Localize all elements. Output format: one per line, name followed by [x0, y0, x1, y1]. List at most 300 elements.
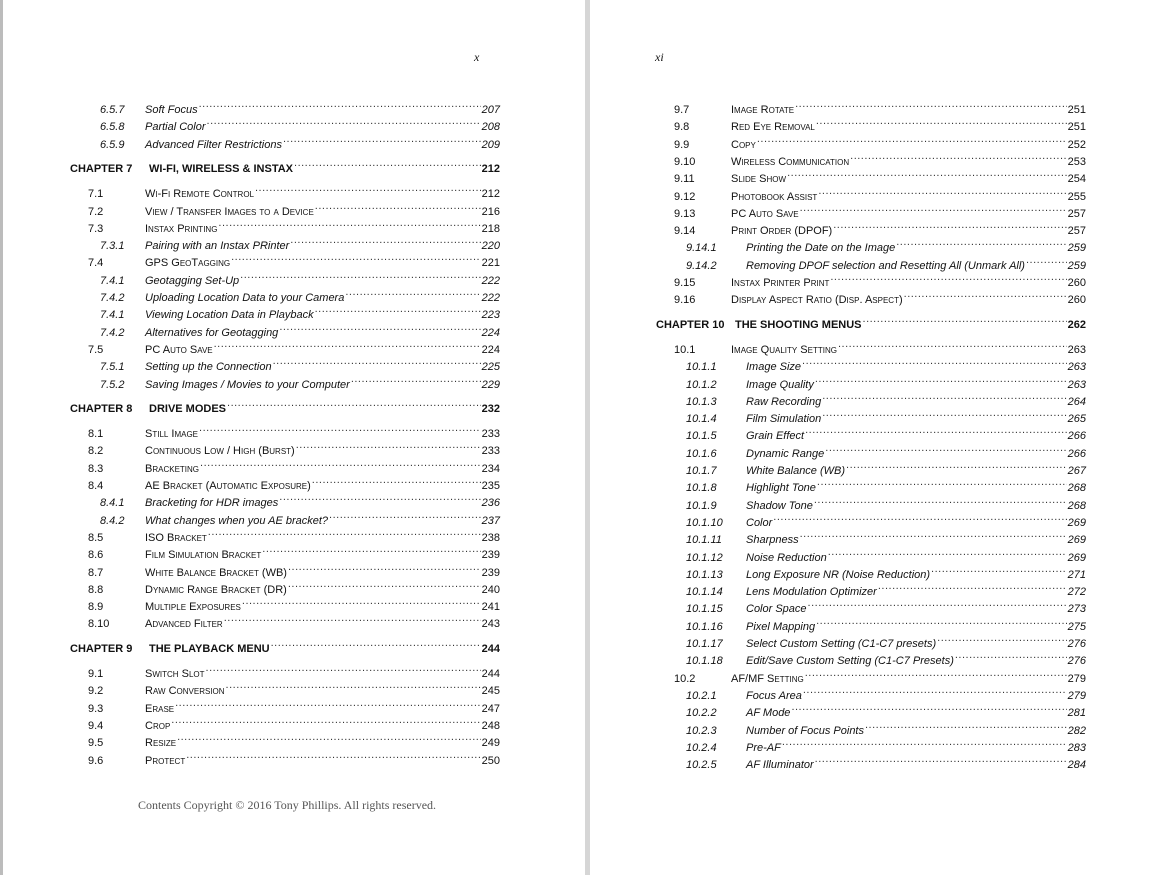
- toc-entry-number: 7.3: [88, 222, 104, 235]
- toc-entry-title: Lens Modulation Optimizer: [746, 586, 877, 599]
- page-number: xi: [655, 50, 664, 64]
- toc-entry-number: 10.1.1: [686, 361, 717, 374]
- toc-entry-title: Raw Conversion: [145, 685, 225, 698]
- toc-entry: [656, 311, 1086, 331]
- toc-entry-number: 9.13: [674, 207, 696, 220]
- dot-leader: [805, 665, 1067, 682]
- toc-entry-number: 9.14: [674, 225, 696, 238]
- toc-entry-title: Uploading Location Data to your Camera: [145, 292, 345, 304]
- toc-entry-title: Copy: [731, 138, 756, 151]
- dot-leader: [757, 131, 1067, 148]
- toc-entry-page: 245: [481, 685, 500, 698]
- toc-entry-title: White Balance (WB): [746, 465, 846, 477]
- toc-entry-title: Select Custom Setting (C1-C7 presets): [746, 638, 937, 650]
- toc-entry: [686, 371, 1086, 391]
- toc-entry: [88, 660, 500, 680]
- dot-leader: [937, 630, 1067, 647]
- toc-entry-title: Alternatives for Geotagging: [145, 326, 279, 339]
- toc-entry-number: 10.1.2: [686, 378, 717, 391]
- toc-entry-number: CHAPTER 7: [70, 162, 133, 175]
- copyright-footer: Contents Copyright © 2016 Tony Phillips. All rights reserved.: [138, 798, 437, 812]
- toc-entry-title: Removing DPOF selection and Resetting All (Unmark All): [746, 259, 1025, 272]
- toc-entry-page: 259: [1067, 259, 1086, 272]
- toc-entry-page: 255: [1067, 190, 1086, 203]
- toc-entry-number: 10.1.9: [686, 499, 717, 512]
- dot-leader: [863, 311, 1067, 328]
- toc-entry-title: Crop: [145, 719, 171, 732]
- toc-entry-number: 9.7: [674, 104, 690, 116]
- toc-entry-title: Multiple Exposures: [145, 601, 241, 614]
- toc-entry-title: Film Simulation: [746, 413, 822, 426]
- toc-entry-number: 8.5: [88, 531, 104, 544]
- dot-leader: [878, 578, 1067, 595]
- toc-entry-page: 282: [1067, 724, 1086, 737]
- toc-entry-title: What changes when you AE bracket?: [145, 514, 329, 527]
- toc-entry-page: 265: [1067, 413, 1086, 426]
- toc-entry-page: 208: [481, 121, 500, 134]
- toc-entry: [686, 578, 1086, 599]
- toc-entry-title: Red Eye Removal: [731, 121, 815, 134]
- toc-entry-title: WI-FI, WIRELESS & INSTAX: [149, 162, 294, 175]
- toc-entry-number: 9.14.1: [686, 242, 717, 255]
- toc-entry-number: 7.2: [88, 205, 104, 218]
- toc-entry: [674, 286, 1086, 307]
- toc-entry: [88, 559, 500, 579]
- dot-leader: [816, 113, 1067, 130]
- toc-entry-page: 216: [481, 205, 500, 218]
- toc-entry-title: THE SHOOTING MENUS: [735, 318, 862, 331]
- toc-entry-number: 7.5.1: [100, 361, 125, 374]
- dot-leader: [803, 682, 1067, 699]
- toc-entry: [674, 183, 1086, 203]
- toc-entry-page: 276: [1067, 655, 1086, 668]
- dot-leader: [833, 217, 1066, 234]
- toc-entry-number: 8.4.2: [100, 514, 125, 527]
- toc-entry-number: 10.1.4: [686, 413, 717, 426]
- toc-entry-number: 8.3: [88, 462, 104, 475]
- toc-entry: [686, 474, 1086, 495]
- toc-entry-title: Print Order (DPOF): [731, 225, 833, 238]
- toc-entry-title: Advanced Filter Restrictions: [145, 138, 282, 151]
- dot-leader: [838, 336, 1067, 353]
- dot-leader: [931, 561, 1067, 578]
- toc-entry: [88, 455, 500, 475]
- dot-leader: [226, 677, 481, 694]
- toc-entry-page: 207: [481, 104, 500, 116]
- toc-entry-page: 220: [481, 240, 500, 253]
- dot-leader: [279, 489, 480, 506]
- toc-entry-page: 239: [481, 549, 500, 562]
- toc-entry: [686, 613, 1086, 633]
- dot-leader: [271, 635, 481, 652]
- toc-entry-page: 263: [1067, 361, 1086, 374]
- toc-entry: [674, 131, 1086, 151]
- dot-leader: [782, 734, 1067, 751]
- dot-leader: [846, 457, 1067, 474]
- toc-entry-title: White Balance Bracket (WB): [145, 566, 287, 579]
- toc-entry: [686, 440, 1086, 460]
- toc-entry: [686, 630, 1086, 650]
- toc-entry-title: Long Exposure NR (Noise Reduction): [746, 568, 931, 581]
- toc-entry-page: 275: [1067, 620, 1086, 633]
- left-page: [3, 0, 586, 875]
- toc-entry: [88, 249, 500, 270]
- toc-entry-page: 284: [1067, 759, 1086, 772]
- toc-entry-page: 209: [481, 138, 500, 151]
- toc-entry-number: 8.6: [88, 549, 104, 562]
- toc-entry-page: 248: [481, 719, 500, 732]
- right-page: [590, 0, 1174, 875]
- toc-entry-number: 9.8: [674, 121, 690, 134]
- toc-entry-page: 283: [1067, 741, 1086, 754]
- toc-entry-page: 263: [1067, 343, 1086, 356]
- toc-entry-title: AE Bracket (Automatic Exposure): [145, 480, 311, 492]
- dot-leader: [1026, 252, 1067, 269]
- toc-entry: [686, 751, 1086, 772]
- toc-entry-page: 269: [1067, 551, 1086, 564]
- toc-entry: [100, 319, 500, 339]
- toc-entry-title: Switch Slot: [145, 668, 205, 680]
- toc-entry-number: 10.2.4: [686, 741, 717, 754]
- toc-entry-title: Image Rotate: [731, 104, 795, 116]
- dot-leader: [175, 695, 481, 712]
- toc-entry-page: 259: [1067, 242, 1086, 255]
- toc-entry: [88, 336, 500, 356]
- toc-entry-title: GPS GeoTagging: [145, 257, 231, 270]
- toc-entry-title: Focus Area: [746, 689, 802, 702]
- toc-entry: [686, 388, 1086, 408]
- toc-entry-title: Setting up the Connection: [145, 361, 272, 374]
- dot-leader: [214, 336, 481, 353]
- toc-entry-title: Raw Recording: [746, 395, 822, 408]
- toc-entry-number: 8.8: [88, 583, 104, 596]
- toc-entry: [100, 489, 500, 510]
- toc-entry-number: 9.6: [88, 754, 104, 767]
- dot-leader: [218, 215, 480, 232]
- dot-leader: [865, 717, 1067, 734]
- toc-entry-page: 237: [481, 514, 500, 527]
- toc-entry-title: Image Size: [746, 361, 802, 374]
- dot-leader: [814, 492, 1067, 509]
- toc-entry-number: 8.9: [88, 601, 104, 614]
- toc-entry: [88, 524, 500, 544]
- toc-entry-page: 249: [481, 737, 500, 750]
- toc-entry-number: 8.1: [88, 428, 104, 441]
- toc-entry-page: 268: [1067, 482, 1086, 495]
- toc-entry-number: 7.4: [88, 257, 104, 270]
- toc-entry: [686, 647, 1086, 668]
- toc-entry-number: 10.1.13: [686, 568, 723, 581]
- dot-leader: [171, 712, 480, 729]
- toc-entry: [88, 180, 500, 201]
- toc-entry-page: 250: [481, 754, 500, 767]
- toc-entry-page: 221: [481, 257, 500, 270]
- toc-entry: [88, 677, 500, 698]
- toc-entry-number: 6.5.8: [100, 121, 125, 134]
- dot-leader: [818, 183, 1066, 200]
- toc-entry-title: THE PLAYBACK MENU: [149, 642, 270, 655]
- toc-entry-page: 276: [1067, 638, 1086, 650]
- toc-entry-number: 8.2: [88, 445, 104, 458]
- dot-leader: [296, 437, 481, 454]
- toc-entry-title: AF Mode: [746, 707, 791, 720]
- toc-entry-title: Image Quality: [746, 378, 814, 391]
- toc-entry-page: 269: [1067, 516, 1086, 529]
- toc-entry: [686, 457, 1086, 477]
- dot-leader: [329, 507, 481, 524]
- toc-entry-number: 10.2.2: [686, 707, 717, 720]
- dot-leader: [815, 751, 1067, 768]
- toc-entry: [686, 717, 1086, 737]
- toc-entry-number: 10.2.3: [686, 724, 717, 737]
- toc-entry: [674, 200, 1086, 220]
- toc-entry-number: 8.10: [88, 618, 110, 631]
- toc-entry-title: Photobook Assist: [731, 190, 818, 203]
- toc-entry: [100, 284, 500, 304]
- toc-entry-number: 10.1.17: [686, 638, 723, 650]
- dot-leader: [850, 148, 1067, 165]
- toc-entry: [88, 437, 500, 458]
- toc-entry-title: Resize: [145, 737, 177, 750]
- toc-entry: [70, 155, 500, 175]
- toc-entry: [674, 217, 1086, 238]
- dot-leader: [186, 747, 480, 764]
- toc-entry-number: 9.10: [674, 155, 696, 168]
- toc-entry: [686, 526, 1086, 547]
- toc-entry-title: Edit/Save Custom Setting (C1-C7 Presets): [746, 655, 954, 668]
- toc-entry-page: 234: [481, 462, 500, 475]
- dot-leader: [279, 319, 480, 336]
- toc-entry: [100, 353, 500, 374]
- toc-entry-title: ISO Bracket: [145, 531, 207, 544]
- toc-entry: [100, 267, 500, 287]
- dot-leader: [822, 388, 1066, 405]
- toc-entry-page: 271: [1067, 568, 1086, 581]
- toc-entry-number: 10.1.8: [686, 482, 717, 495]
- dot-leader: [896, 234, 1066, 251]
- toc-entry-title: Soft Focus: [145, 104, 198, 116]
- toc-entry-page: 266: [1067, 430, 1086, 443]
- toc-entry: [674, 665, 1086, 685]
- dot-leader: [199, 420, 481, 437]
- toc-entry-page: 233: [481, 445, 500, 458]
- dot-leader: [315, 301, 481, 318]
- toc-entry-title: Dynamic Range: [746, 447, 825, 460]
- toc-entry-number: 9.2: [88, 685, 104, 698]
- toc-entry-number: 7.1: [88, 188, 104, 201]
- toc-entry-page: 257: [1067, 225, 1086, 238]
- toc-entry: [88, 215, 500, 235]
- toc-entry-page: 232: [481, 402, 500, 415]
- toc-entry: [88, 695, 500, 715]
- toc-entry: [70, 395, 500, 415]
- dot-leader: [199, 96, 481, 113]
- dot-leader: [904, 286, 1067, 303]
- toc-entry: [686, 699, 1086, 720]
- toc-entry-page: 235: [481, 480, 500, 492]
- dot-leader: [795, 96, 1067, 113]
- toc-entry-page: 239: [481, 566, 500, 579]
- toc-entry-page: 252: [1067, 138, 1086, 151]
- toc-entry-page: 233: [481, 428, 500, 441]
- toc-entry-page: 236: [481, 497, 500, 510]
- toc-entry-title: Color Space: [746, 603, 807, 616]
- dot-leader: [773, 509, 1066, 526]
- toc-entry: [686, 544, 1086, 564]
- toc-entry: [686, 682, 1086, 702]
- toc-entry-page: 212: [481, 162, 500, 175]
- toc-entry: [70, 635, 500, 655]
- toc-entry-page: 257: [1067, 207, 1086, 220]
- toc-entry-number: 7.5: [88, 343, 104, 356]
- toc-entry: [100, 371, 500, 391]
- toc-entry-page: 229: [481, 378, 500, 391]
- toc-entry-page: 262: [1067, 318, 1086, 331]
- toc-entry-number: CHAPTER 8: [70, 402, 133, 415]
- toc-entry-title: PC Auto Save: [731, 207, 799, 220]
- toc-entry-page: 269: [1067, 534, 1086, 547]
- toc-entry-number: 9.3: [88, 702, 104, 715]
- dot-leader: [227, 395, 481, 412]
- dot-leader: [231, 249, 481, 266]
- toc-entry-number: 9.5: [88, 737, 104, 750]
- toc-entry-title: Protect: [145, 754, 186, 767]
- toc-entry-title: Dynamic Range Bracket (DR): [145, 583, 287, 596]
- dot-leader: [791, 699, 1066, 716]
- toc-entry-number: 7.4.2: [100, 292, 125, 304]
- toc-entry-page: 279: [1067, 672, 1086, 685]
- toc-entry-number: 9.9: [674, 138, 690, 151]
- toc-entry-title: Display Aspect Ratio (Disp. Aspect): [731, 294, 903, 307]
- toc-entry-number: 6.5.9: [100, 138, 125, 151]
- toc-entry-title: PC Auto Save: [145, 343, 213, 356]
- toc-entry-number: 10.1.10: [686, 516, 723, 529]
- dot-leader: [294, 155, 481, 172]
- toc-entry-title: Pixel Mapping: [746, 620, 816, 633]
- toc-entry-title: Number of Focus Points: [746, 724, 864, 737]
- toc-entry-number: 6.5.7: [100, 104, 125, 116]
- toc-entry-number: 7.4.2: [100, 326, 125, 339]
- dot-leader: [273, 353, 481, 370]
- toc-entry-number: 10.1: [674, 343, 696, 356]
- toc-entry: [100, 507, 500, 527]
- toc-entry-number: 7.4.1: [100, 309, 125, 322]
- toc-entry: [88, 576, 500, 596]
- toc-entry: [674, 165, 1086, 186]
- toc-entry-page: 238: [481, 531, 500, 544]
- dot-leader: [208, 524, 481, 541]
- toc-entry-page: 279: [1067, 689, 1086, 702]
- dot-leader: [207, 113, 481, 130]
- toc-entry-page: 224: [481, 343, 500, 356]
- toc-entry-page: 254: [1067, 173, 1086, 186]
- toc-entry: [88, 712, 500, 732]
- dot-leader: [283, 131, 481, 148]
- toc-entry-page: 225: [481, 361, 500, 374]
- dot-leader: [242, 593, 481, 610]
- toc-entry-page: 263: [1067, 378, 1086, 391]
- toc-entry-title: Printing the Date on the Image: [746, 242, 896, 255]
- toc-entry: [686, 252, 1086, 272]
- toc-entry-page: 223: [481, 309, 500, 322]
- toc-entry-page: 253: [1067, 155, 1086, 168]
- toc-entry: [686, 353, 1086, 374]
- toc-entry-title: Noise Reduction: [746, 551, 827, 564]
- dot-leader: [288, 559, 481, 576]
- toc-entry-title: Color: [746, 516, 773, 529]
- toc-entry-number: CHAPTER 9: [70, 642, 133, 655]
- toc-entry-page: 251: [1067, 104, 1086, 116]
- toc-entry-number: 10.1.12: [686, 551, 723, 564]
- toc-entry: [686, 492, 1086, 512]
- toc-entry-page: 222: [481, 292, 500, 304]
- dot-leader: [808, 595, 1067, 612]
- toc-entry: [674, 148, 1086, 168]
- dot-leader: [830, 269, 1066, 286]
- toc-entry: [686, 595, 1086, 616]
- toc-entry-page: 241: [481, 601, 500, 614]
- dot-leader: [240, 267, 480, 284]
- toc-entry-title: Viewing Location Data in Playback: [145, 309, 314, 322]
- toc-entry-number: 9.14.2: [686, 259, 717, 272]
- toc-entry-number: 10.2.1: [686, 689, 717, 702]
- toc-entry-title: Grain Effect: [746, 430, 805, 443]
- toc-entry: [686, 422, 1086, 443]
- toc-entry-page: 273: [1067, 603, 1086, 616]
- toc-entry-title: Advanced Filter: [145, 618, 223, 631]
- toc-entry-number: 10.1.14: [686, 586, 723, 599]
- dot-leader: [800, 526, 1067, 543]
- dot-leader: [787, 165, 1067, 182]
- dot-leader: [206, 660, 481, 677]
- toc-entry-title: Partial Color: [145, 121, 206, 134]
- toc-entry-number: 9.4: [88, 719, 104, 732]
- toc-entry: [88, 420, 500, 441]
- toc-entry: [88, 729, 500, 750]
- toc-entry-number: 8.4.1: [100, 497, 125, 510]
- toc-entry-title: Image Quality Setting: [731, 343, 837, 356]
- toc-entry-title: Shadow Tone: [746, 499, 813, 512]
- toc-entry-title: AF/MF Setting: [731, 672, 804, 685]
- toc-entry: [686, 734, 1086, 754]
- toc-entry-title: Instax Printer Print: [731, 277, 830, 289]
- dot-leader: [822, 405, 1066, 422]
- toc-entry-title: Wireless Communication: [731, 155, 850, 168]
- toc-entry-number: 10.1.11: [686, 534, 722, 547]
- toc-entry-title: Highlight Tone: [746, 482, 816, 495]
- toc-entry-title: Saving Images / Movies to your Computer: [145, 378, 350, 391]
- toc-entry-number: 10.1.18: [686, 655, 723, 668]
- toc-entry-page: 268: [1067, 499, 1086, 512]
- toc-entry-page: 247: [481, 702, 500, 715]
- toc-entry-number: 8.7: [88, 566, 104, 579]
- toc-entry-title: Still Image: [145, 428, 199, 441]
- toc-entry-title: Pre-AF: [746, 741, 781, 754]
- toc-entry-number: 10.1.15: [686, 603, 723, 616]
- toc-entry-number: 9.15: [674, 277, 696, 289]
- page-number: x: [474, 50, 480, 64]
- toc-entry-title: Bracketing: [145, 462, 200, 475]
- dot-leader: [802, 353, 1067, 370]
- dot-leader: [815, 371, 1067, 388]
- toc-entry: [674, 269, 1086, 289]
- dot-leader: [288, 576, 481, 593]
- toc-entry: [88, 198, 500, 218]
- toc-entry-number: 8.4: [88, 480, 104, 492]
- toc-entry: [674, 113, 1086, 134]
- toc-entry: [686, 234, 1086, 255]
- dot-leader: [345, 284, 480, 301]
